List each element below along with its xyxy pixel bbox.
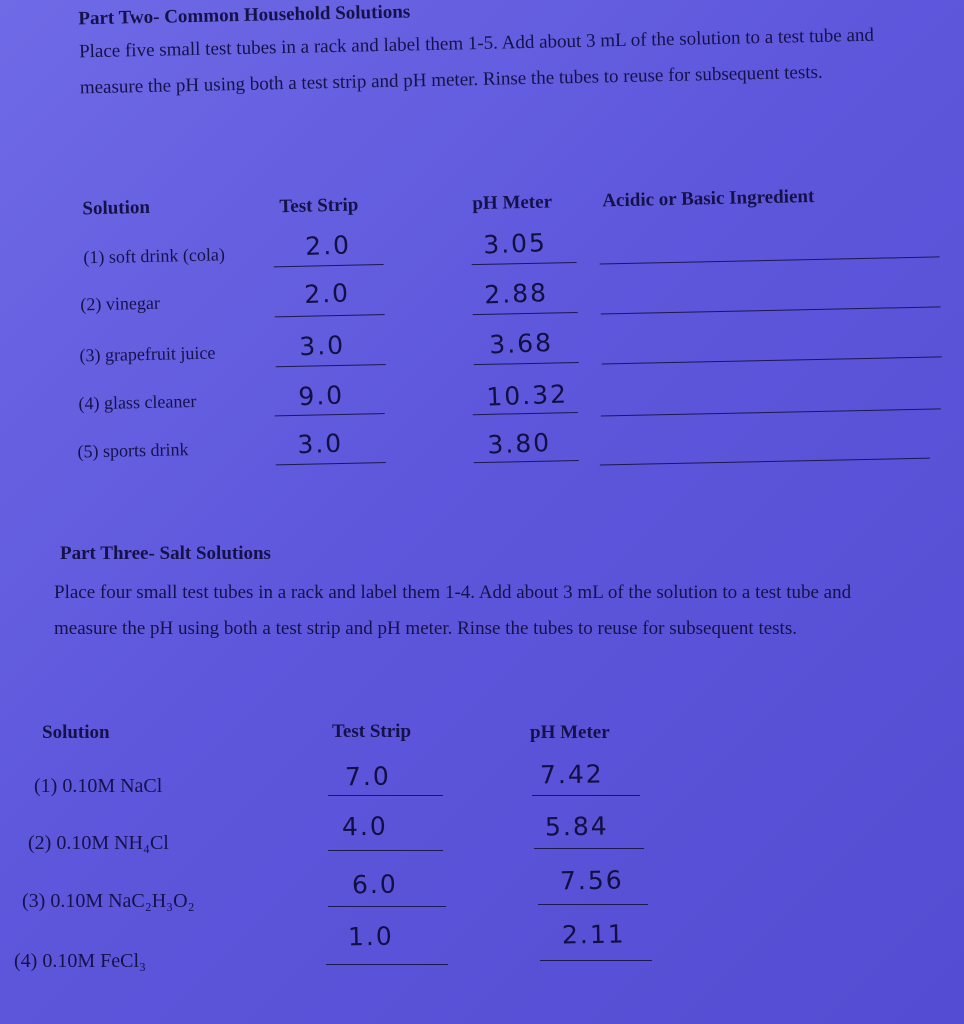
solution-label: (2) vinegar [80,292,161,315]
answer-line [473,412,578,415]
answer-line [326,964,448,965]
part-two-heading: Part Two- Common Household Solutions [78,1,411,30]
strip-value: 3.0 [296,428,344,460]
strip-value: 6.0 [351,869,399,900]
meter-value: 3.80 [486,428,552,460]
col-ph-meter-header: pH Meter [472,191,553,215]
solution-label: (3) grapefruit juice [79,342,216,366]
meter-value: 3.68 [488,327,554,360]
solution-label: (5) sports drink [77,439,189,462]
col-solution-header: Solution [42,722,110,743]
strip-value: 3.0 [298,330,346,362]
col-test-strip-header: Test Strip [332,721,412,742]
answer-line [538,904,648,905]
solution-label: (1) soft drink (cola) [83,244,226,268]
col-solution-header: Solution [82,196,151,220]
answer-line [328,795,443,796]
part-three-heading: Part Three- Salt Solutions [60,543,271,564]
strip-value: 2.0 [304,230,352,262]
meter-value: 7.56 [559,865,624,896]
strip-value: 2.0 [303,278,351,310]
meter-value: 7.42 [539,759,604,790]
answer-line [275,413,385,416]
solution-label: (2) 0.10M NH₄Cl [28,832,169,854]
solution-label: (4) 0.10M FeCl₃ [14,950,146,972]
solution-label: (1) 0.10M NaCl [34,775,163,797]
answer-line [532,795,640,796]
meter-value: 2.88 [483,278,549,310]
strip-value: 4.0 [341,811,389,842]
col-ingredient-header: Acidic or Basic Ingredient [602,185,815,212]
answer-line [474,460,579,463]
meter-value: 3.05 [482,228,548,260]
solution-label: (4) glass cleaner [78,390,197,414]
answer-line [600,256,940,264]
answer-line [540,960,652,961]
meter-value: 5.84 [544,811,609,842]
answer-line [276,462,386,465]
answer-line [275,314,385,317]
answer-line [328,850,443,851]
col-ph-meter-header: pH Meter [530,722,610,743]
answer-line [473,312,578,315]
strip-value: 9.0 [297,380,345,412]
answer-line [274,264,384,267]
answer-line [601,306,941,314]
strip-value: 7.0 [344,761,392,792]
strip-value: 1.0 [347,921,395,952]
answer-line [472,262,577,265]
part-two-instructions: Place five small test tubes in a rack and label them 1-5. Add about 3 mL of the solution to a test tube and measure the pH using both a test strip and pH meter. Rinse the tubes to reuse for subsequent tests. [78,24,875,99]
answer-line [276,364,386,367]
part-three-instructions: Place four small test tubes in a rack and label them 1-4. Add about 3 mL of the solution to a test tube and measure the pH using both a test strip and pH meter. Rinse the tubes to reuse for subsequent tests. [54,582,852,639]
answer-line [328,906,446,907]
meter-value: 2.11 [561,919,626,950]
answer-line [534,848,644,849]
answer-line [474,362,579,365]
col-test-strip-header: Test Strip [279,194,359,218]
solution-label: (3) 0.10M NaC₂H₃O₂ [22,890,195,912]
answer-line [600,458,930,466]
meter-value: 10.32 [485,379,569,412]
answer-line [602,356,942,364]
answer-line [601,408,941,416]
